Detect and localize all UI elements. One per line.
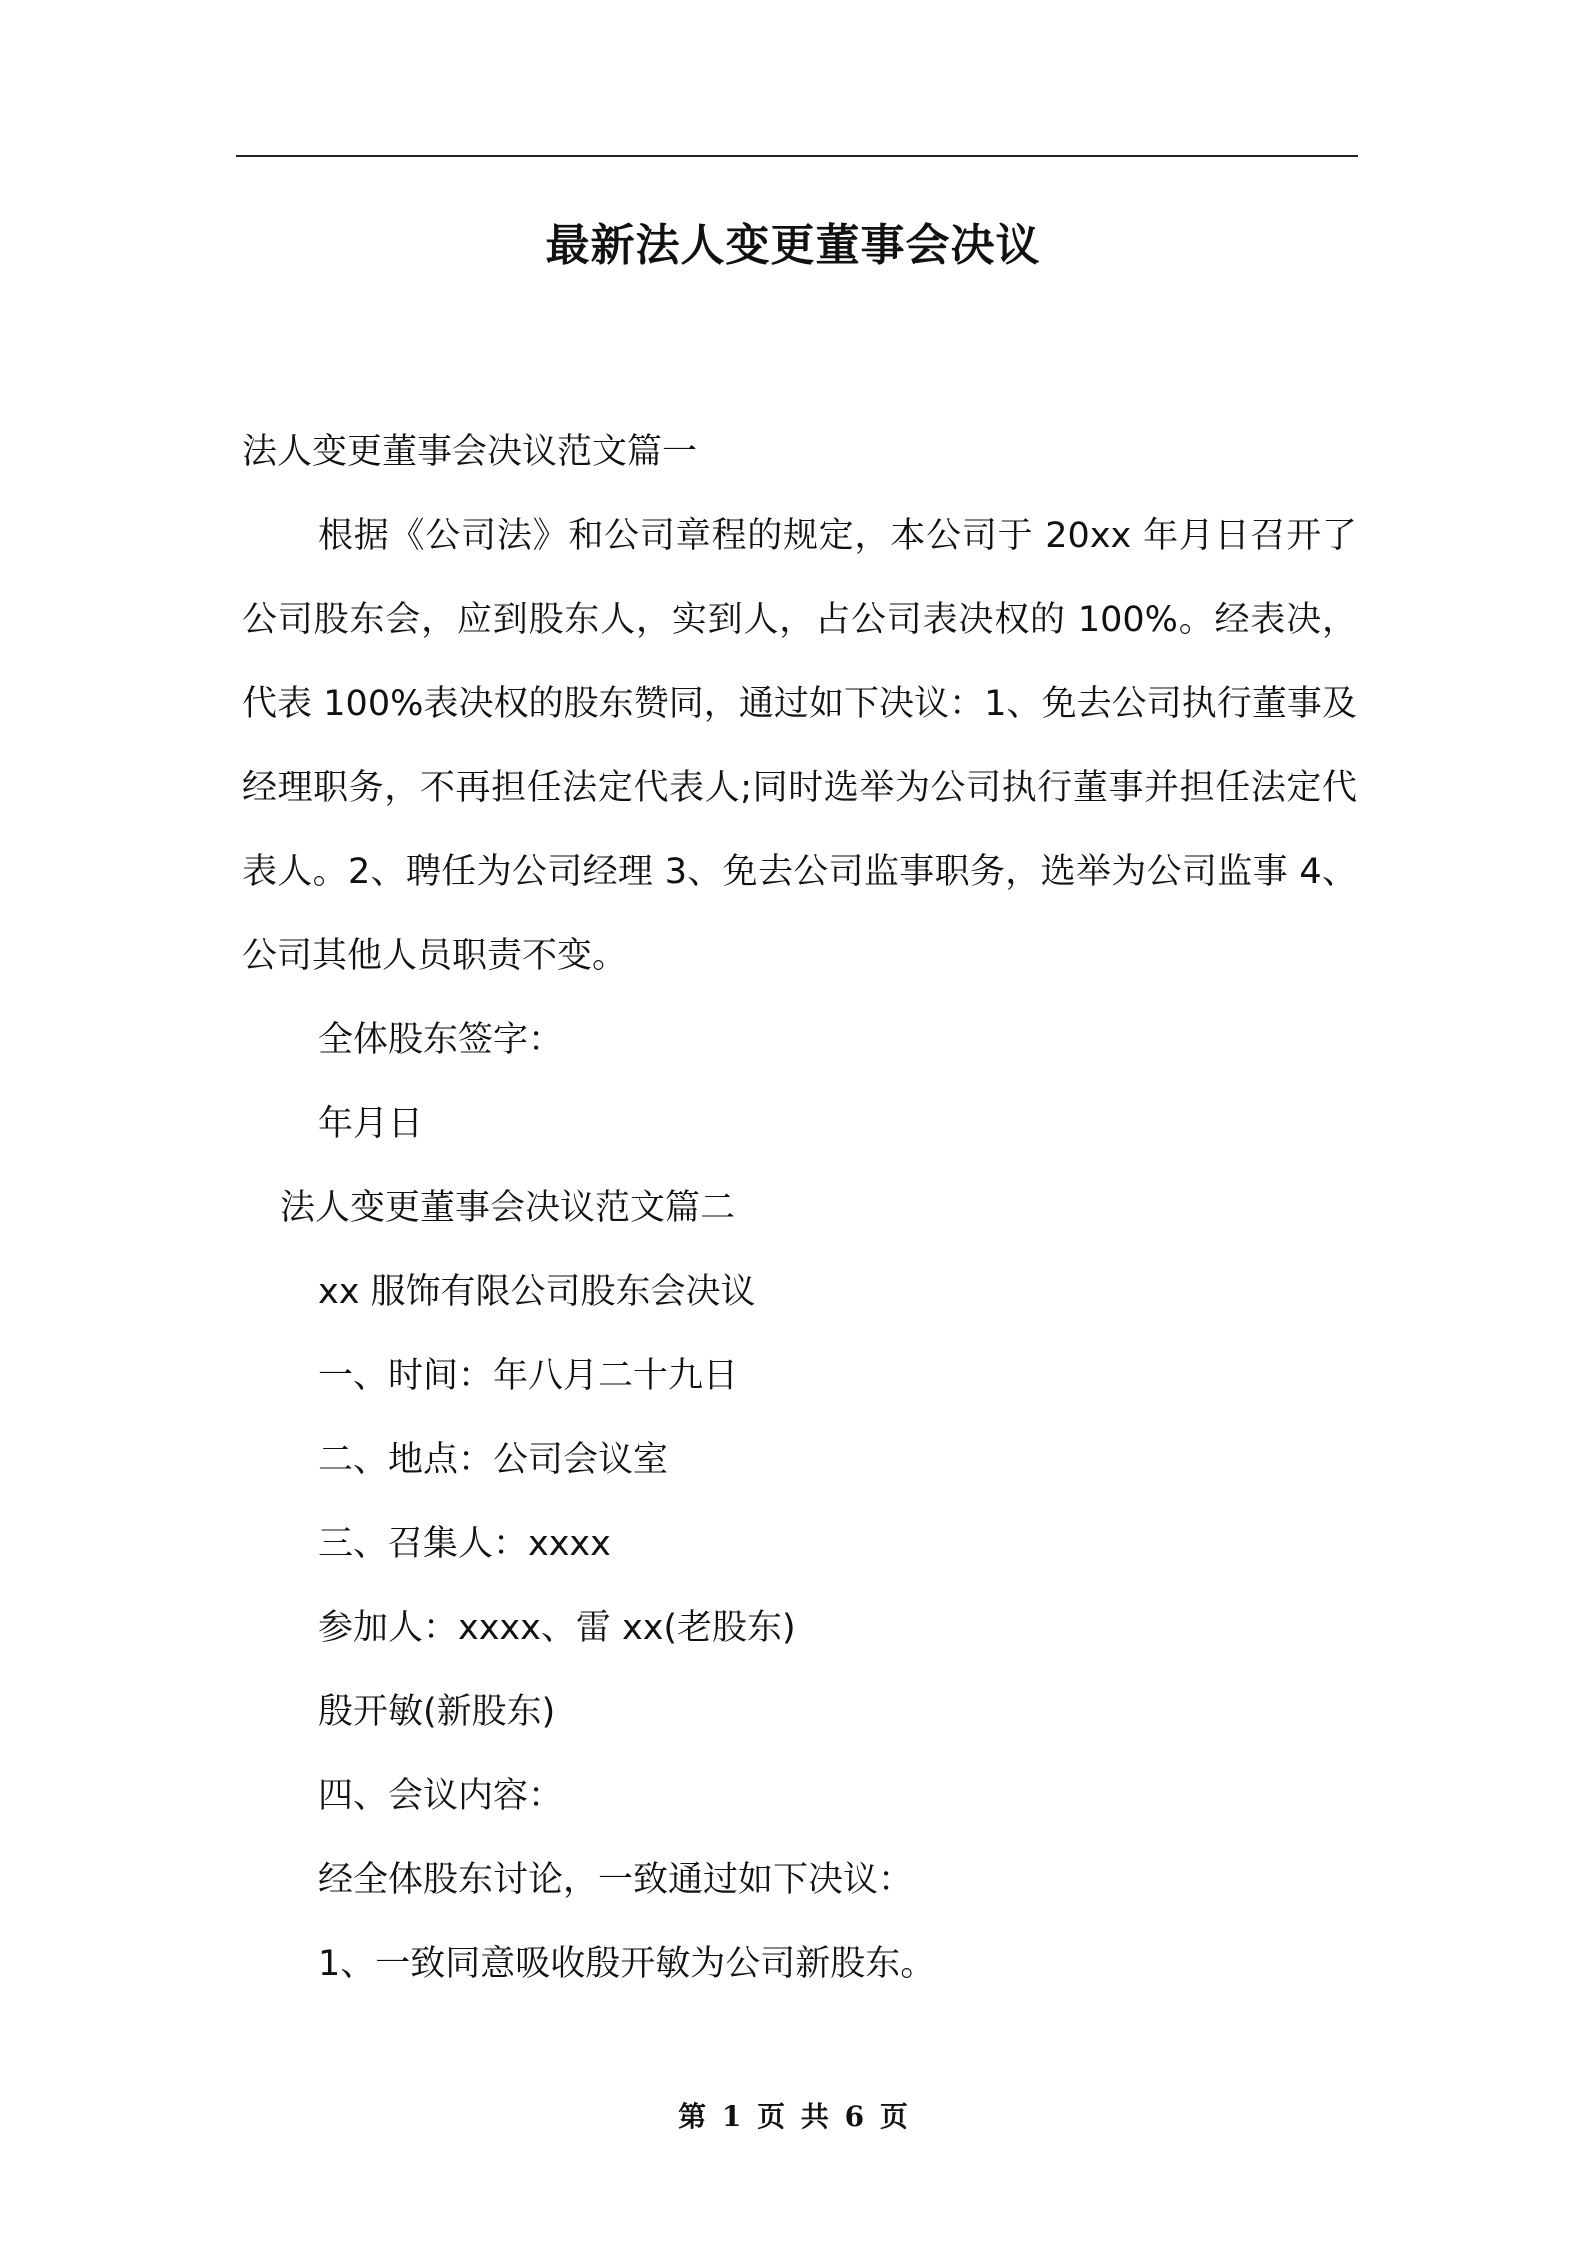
- meeting-content-heading: 四、会议内容：: [318, 1776, 564, 1816]
- meeting-time: 一、时间：年八月二十九日: [318, 1356, 739, 1396]
- resolution-title: xx 服饰有限公司股东会决议: [318, 1272, 756, 1312]
- header-divider: [236, 155, 1358, 157]
- section-heading-2: 法人变更董事会决议范文篇二: [280, 1188, 736, 1228]
- meeting-location: 二、地点：公司会议室: [318, 1440, 669, 1480]
- document-body: [242, 410, 1357, 2006]
- section-heading-1: 法人变更董事会决议范文篇一: [242, 432, 698, 472]
- meeting-convener: 三、召集人：xxxx: [318, 1524, 611, 1564]
- date-line: 年月日: [318, 1104, 424, 1144]
- resolution-item-1: 1、一致同意吸收殷开敏为公司新股东。: [318, 1944, 936, 1984]
- document-title: 最新法人变更董事会决议: [545, 220, 1041, 271]
- resolution-intro: 经全体股东讨论，一致通过如下决议：: [318, 1860, 914, 1900]
- new-shareholder: 殷开敏(新股东): [318, 1692, 556, 1732]
- meeting-attendees: 参加人：xxxx、雷 xx(老股东): [318, 1608, 796, 1648]
- signature-line: 全体股东签字：: [318, 1020, 564, 1060]
- page-number: 第 1 页 共 6 页: [678, 2100, 908, 2133]
- body-paragraph: 根据《公司法》和公司章程的规定，本公司于 20xx 年月日召开了公司股东会，应到股东人，实到人，占公司表决权的 100%。经表决，代表 100%表决权的股东赞同，通过如下决议：1、免去公司执行董事及经理职务，不再担任法定代表人;同时选举为公司执行董事并担任法定代表人。2、聘任为公司经理 3、免去公司监事职务，选举为公司监事 4、公司其他人员职责不变。: [242, 516, 1357, 976]
